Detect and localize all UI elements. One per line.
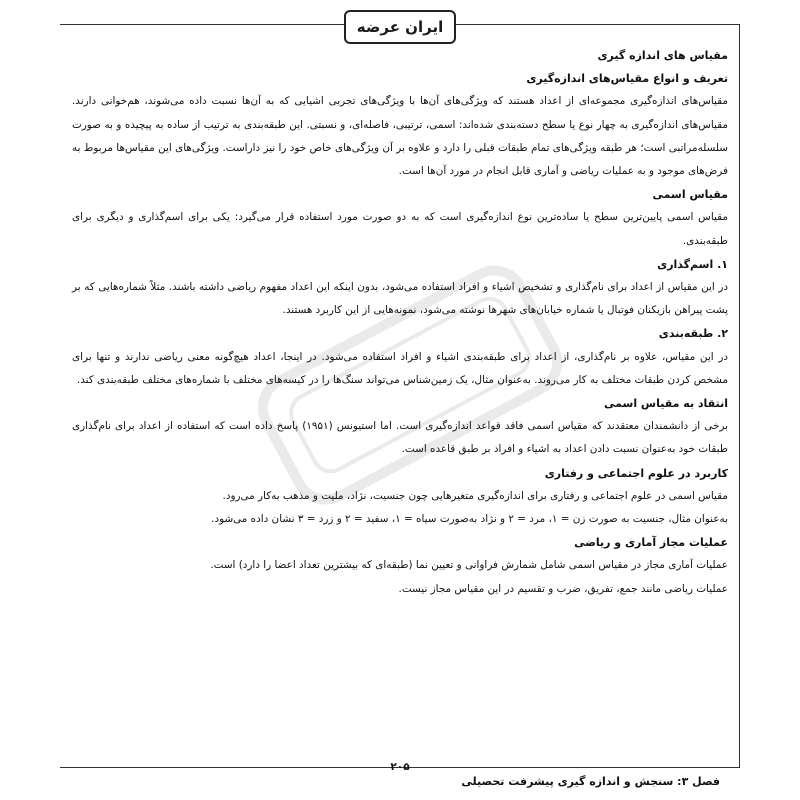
section-paragraph: مقیاس اسمی در علوم اجتماعی و رفتاری برای اندازه‌گیری متغیرهایی چون جنسیت، نژاد، ملیت و مذهب به‌کار می‌رود. — [222, 489, 728, 502]
section-paragraph: عملیات آماری مجاز در مقیاس اسمی شامل شمارش فراوانی و تعیین نما (طبقه‌ای که بیشترین تعداد اعضا را دارد) است. — [210, 559, 728, 572]
chapter-footer-title: فصل ۳: سنجش و اندازه گیری پیشرفت تحصیلی — [461, 775, 720, 788]
section-heading: تعریف و انواع مقیاس‌های اندازه‌گیری — [526, 72, 728, 86]
section-paragraph: در این مقیاس از اعداد برای نام‌گذاری و تشخیص اشیاء و افراد استفاده می‌شود، بدون اینکه این اعداد مفهوم ریاضی داشته باشند. مثلاً شماره‌هایی که بر پشت پیراهن بازیکنان فوتبال یا شماره خیابان‌های شهرها نوشته می‌شود، نمونه‌هایی از این کاربرد هستند. — [72, 281, 728, 317]
section-paragraph: در این مقیاس، علاوه بر نام‌گذاری، از اعداد برای طبقه‌بندی اشیاء و افراد استفاده می‌شود. در اینجا، اعداد هیچ‌گونه معنی ریاضی ندارند و تنها برای مشخص کردن طبقات مختلف به کار می‌روند. به‌عنوان مثال، یک زمین‌شناس می‌تواند سنگ‌ها را در کیسه‌های مختلف با شماره‌های مختلف طبقه‌بندی کند. — [72, 350, 728, 386]
document-body — [72, 44, 728, 601]
section-heading: کاربرد در علوم اجتماعی و رفتاری — [544, 466, 728, 480]
section-heading: ۱. اسم‌گذاری — [657, 257, 728, 271]
section-paragraph: عملیات ریاضی مانند جمع، تفریق، ضرب و تقسیم در این مقیاس مجاز نیست. — [398, 582, 728, 595]
logo-text: ایران عرضه — [356, 18, 444, 36]
page-title: مقیاس های اندازه گیری — [597, 49, 728, 62]
brand-logo — [344, 10, 456, 44]
sections — [72, 67, 728, 601]
page-frame-right — [739, 24, 740, 768]
section-heading: انتقاد به مقیاس اسمی — [604, 397, 728, 411]
section-paragraph: به‌عنوان مثال، جنسیت به صورت زن = ۱، مرد = ۲ و نژاد به‌صورت سیاه = ۱، سفید = ۲ و زرد = ۳ نشان داده می‌شود. — [211, 513, 728, 526]
section-heading: مقیاس اسمی — [652, 188, 728, 202]
section-heading: ۲. طبقه‌بندی — [658, 327, 728, 341]
section-paragraph: مقیاس اسمی پایین‌ترین سطح یا ساده‌ترین نوع اندازه‌گیری است که به دو صورت مورد استفاده قرار می‌گیرد: یکی برای اسم‌گذاری و دیگری برای طبقه‌بندی. — [72, 211, 728, 247]
section-paragraph: مقیاس‌های اندازه‌گیری مجموعه‌ای از اعداد هستند که ویژگی‌های آن‌ها با ویژگی‌های تجربی اشیایی که به آن‌ها نسبت داده می‌شوند، هم‌خوانی دارند. مقیاس‌های اندازه‌گیری به چهار نوع یا سطح دسته‌بندی شده‌اند: اسمی، ترتیبی، فاصله‌ای، و نسبتی. این طبقه‌بندی به ترتیب از ساده به پیچیده و به صورت سلسله‌مراتبی است؛ هر طبقه ویژگی‌های تمام طبقات قبلی را دارد و علاوه بر آن ویژگی‌های خاص خود را نیز داراست. ویژگی‌های این مقیاس‌ها مربوط به فرض‌های موجود و به عملیات ریاضی و آماری قابل انجام در مورد آن‌ها است. — [72, 95, 728, 178]
section-paragraph: برخی از دانشمندان معتقدند که مقیاس اسمی فاقد قواعد اندازه‌گیری است. اما استیونس (۱۹۵۱) پاسخ داده است که استفاده از اعداد برای نام‌گذاری طبقات خود به‌عنوان نسبت دادن اعداد به اشیاء و افراد بر طبق قاعده است. — [72, 420, 729, 456]
page-number: ۲۰۵ — [390, 761, 410, 773]
section-heading: عملیات مجاز آماری و ریاضی — [574, 536, 728, 550]
